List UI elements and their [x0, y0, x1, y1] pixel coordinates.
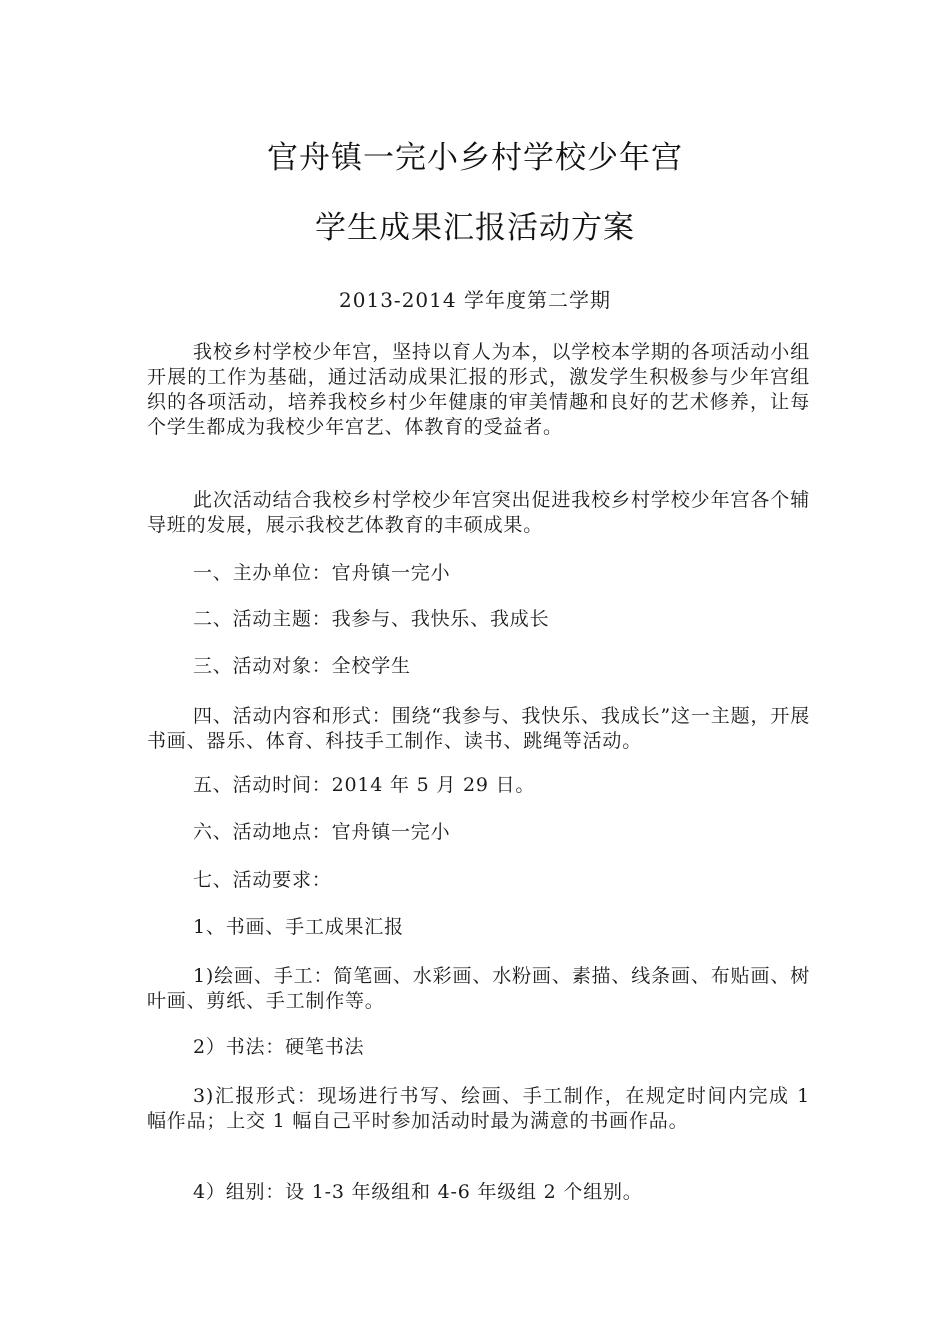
- document-title-line2: 学生成果汇报活动方案: [315, 210, 635, 246]
- item-location-label: 六、活动地点：: [193, 821, 332, 843]
- item-content: 四、活动内容和形式：围绕“我参与、我快乐、我成长”这一主题，开展书画、器乐、体育、科技手工制作、读书、跳绳等活动。: [147, 705, 810, 752]
- sub-item-1-2: 2）书法：硬笔书法: [193, 1036, 365, 1058]
- document-title-line1: 官舟镇一完小乡村学校少年宫: [267, 140, 683, 176]
- sub-item-1-1: 1)绘画、手工：简笔画、水彩画、水粉画、素描、线条画、布贴画、树叶画、剪纸、手工制作等。: [147, 965, 810, 1012]
- item-theme: 二、活动主题：我参与、我快乐、我成长: [193, 608, 550, 630]
- item-location-value: 官舟镇一完小: [331, 821, 451, 843]
- intro-paragraph-1: 我校乡村学校少年宫，坚持以育人为本，以学校本学期的各项活动小组开展的工作为基础，通过活动成果汇报的形式，激发学生积极参与少年宫组织的各项活动，培养我校乡村少年健康的审美情趣和良好的艺术修养，让每个学生都成为我校少年宫艺、体教育的受益者。: [147, 341, 810, 438]
- sub-item-1: 1、书画、手工成果汇报: [193, 916, 404, 938]
- item-time: 五、活动时间：2014 年 5 月 29 日。: [193, 774, 536, 796]
- sub-item-1-4: 4）组别：设 1-3 年级组和 4-6 年级组 2 个组别。: [193, 1181, 643, 1203]
- item-organizer: [147, 561, 810, 586]
- item-location: [147, 820, 810, 845]
- intro-paragraph-2: 此次活动结合我校乡村学校少年宫突出促进我校乡村学校少年宫各个辅导班的发展，展示我校艺体教育的丰硕成果。: [147, 489, 810, 536]
- item-audience: 三、活动对象：全校学生: [193, 655, 411, 677]
- item-organizer-value: 官舟镇一完小: [331, 562, 451, 584]
- document-subtitle: 2013-2014 学年度第二学期: [339, 288, 611, 312]
- sub-item-1-3: 3)汇报形式：现场进行书写、绘画、手工制作，在规定时间内完成 1 幅作品；上交 1 幅自己平时参加活动时最为满意的书画作品。: [147, 1085, 810, 1132]
- item-organizer-label: 一、主办单位：: [193, 562, 332, 584]
- item-requirements: 七、活动要求：: [193, 869, 332, 891]
